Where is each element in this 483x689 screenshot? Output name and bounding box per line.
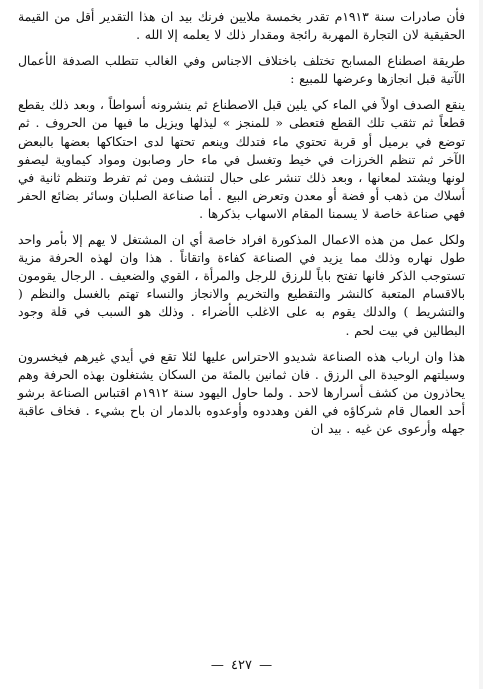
page-number: ٤٢٧ <box>231 658 252 673</box>
footer-right-dash: — <box>259 658 273 673</box>
text-body <box>18 8 465 438</box>
scan-edge <box>479 0 483 689</box>
footer-left-dash: — <box>210 658 224 673</box>
paragraph-4: ولكل عمل من هذه الاعمال المذكورة افراد خاصة أي ان المشتغل لا يهم إلا بأمر واحد طول نهاره وذلك مما يزيد في الصناعة كفاءة واتقاناً . هذا وان لهذه الحرفة مزية تستوجب الذكر فانها تفتح باباً للرزق للرجل والمرأة ، القوي والضعيف . الرجال يقومون بالاقسام المتعبة كالنشر والتقطيع والتخريم والانجاز والنساء تهتم بالغسل والنظم ( والتشريط ) والدلك يقوم به على الاغلب الأضراء . وذلك هو السبب في قلة وجود البطالين في بيت لحم . <box>18 233 465 338</box>
page-footer <box>0 658 483 674</box>
paragraph-1: فأن صادرات سنة ١٩١٣م تقدر بخمسة ملايين فرنك بيد ان هذا التقدير أقل من القيمة الحقيقية لان التجارة المهربة رائجة ومقدار ذلك لا يعلمه إلا الله . <box>18 10 466 43</box>
paragraph-3: ينقع الصدف اولاً في الماء كي يلين قبل الاصطناع ثم ينشرونه أسواطاً ، وبعد ذلك يقطع قطعاً ثم تثقب تلك القطع فتعطى « للمنجز » ليذلها ويزيل ما فيها من الحروف . ثم توضع في برميل أو قربة تحتوي ماء فتدلك وينعم تحتها لدى احتكاكها بعضها بالبعض الآخر ثم تنظم الخرزات في خيط وتغسل في ماء حار وصابون ومواد كيماوية ليصفو لونها ويشتد لمعانها ، وبعد ذلك تنشر على حبال لتنشف ومن ثم تفرط وتنظم ثانية في أسلاك من ذهب أو فضة أو معدن وتعرض البيع . أما صناعة الصلبان وسائر بضائع الحفر فهي صناعة خاصة لا يسمنا المقام الاسهاب بذكرها . <box>18 98 465 221</box>
paragraph-5: هذا وان ارباب هذه الصناعة شديدو الاحتراس عليها لئلا تقع في أيدي غيرهم فيخسرون وسيلتهم الوحيدة الى الرزق . فان ثمانين بالمئة من السكان يشتغلون بهذه الحرفة وهم يحاذرون من كشف أسرارها لاحد . ولما حاول اليهود سنة ١٩١٢م اقتباس الصناعة برشو أحد العمال قام شركاؤه في الفن وهددوه وأوعدوه بالدمار ان باح بشيء . فخاف عاقبة جهله وأرعوى عن غيه . بيد ان <box>18 349 465 436</box>
paragraph-2: طريقة اصطناع المسابح تختلف باختلاف الاجناس وفي الغالب تتطلب الصدفة الأعمال الآتية قبل انجازها وعرضها للمبيع : <box>18 54 465 87</box>
